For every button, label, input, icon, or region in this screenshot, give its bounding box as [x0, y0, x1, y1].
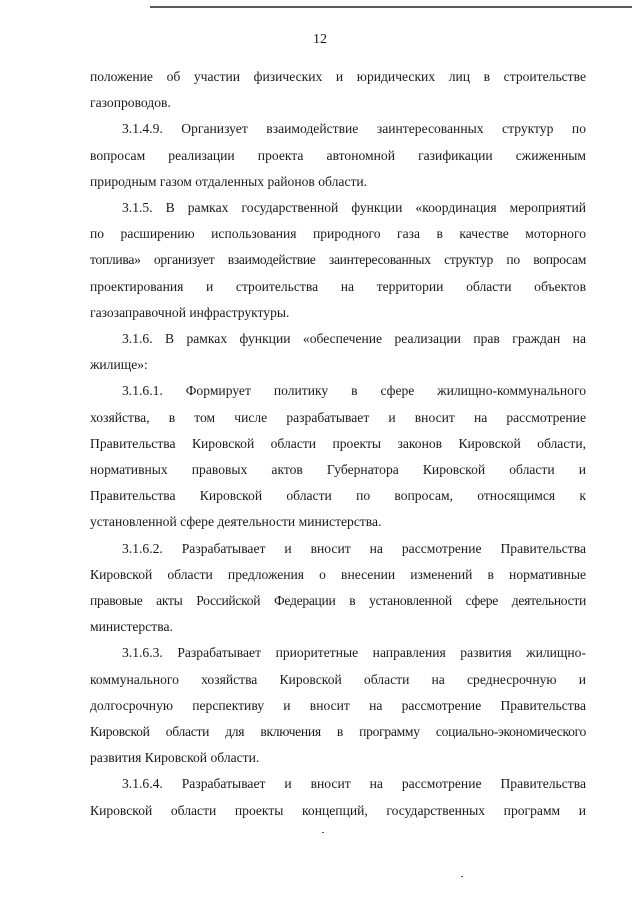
paragraph-3-1-6-2	[90, 536, 586, 641]
document-body	[90, 64, 586, 824]
scan-speck	[461, 876, 463, 877]
text-line: хозяйства, в том числе разрабатывает и вносит на рассмотрение	[90, 409, 586, 425]
text-line: проектирования и строительства на территории области объектов	[90, 278, 586, 294]
paragraph-3-1-6-3	[90, 640, 586, 771]
text-line: Кировской области для включения в программу социально-экономического	[90, 724, 586, 740]
text-line: жилище»:	[90, 357, 148, 373]
text-line: 3.1.5. В рамках государственной функции «координация мероприятий	[122, 200, 586, 216]
scan-edge-line	[150, 6, 632, 8]
text-line: топлива» организует взаимодействие заинтересованных структур по вопросам	[90, 252, 586, 268]
text-line: 3.1.6.1. Формирует политику в сфере жилищно-коммунального	[122, 383, 586, 399]
text-line: природным газом отдаленных районов области.	[90, 173, 368, 189]
text-line: 3.1.6. В рамках функции «обеспечение реализации прав граждан на	[122, 331, 586, 347]
text-line: установленной сфере деятельности министерства.	[90, 514, 382, 530]
scan-speck	[322, 832, 324, 833]
paragraph-3-1-6	[90, 326, 586, 378]
text-line: Правительства Кировской области проекты законов Кировской области,	[90, 435, 586, 451]
text-line: министерства.	[90, 619, 173, 635]
paragraph-3-1-6-4	[90, 771, 586, 823]
text-line: по расширению использования природного газа в качестве моторного	[90, 226, 586, 242]
paragraph-3-1-4-9	[90, 116, 586, 195]
text-line: 3.1.6.2. Разрабатывает и вносит на рассмотрение Правительства	[122, 540, 586, 556]
paragraph-3-1-5	[90, 195, 586, 326]
text-line: вопросам реализации проекта автономной газификации сжиженным	[90, 147, 586, 163]
text-line: нормативных правовых актов Губернатора Кировской области и	[90, 462, 586, 478]
paragraph-continuation	[90, 64, 586, 116]
paragraph-3-1-6-1	[90, 378, 586, 535]
text-line: развития Кировской области.	[90, 750, 260, 766]
text-line: положение об участии физических и юридических лиц в строительстве	[90, 69, 586, 84]
text-line: коммунального хозяйства Кировской области на среднесрочную и	[90, 671, 586, 687]
text-line: 3.1.4.9. Организует взаимодействие заинтересованных структур по	[122, 121, 586, 137]
text-line: долгосрочную перспективу и вносит на рассмотрение Правительства	[90, 697, 586, 713]
text-line: Правительства Кировской области по вопросам, относящимся к	[90, 488, 586, 504]
text-line: 3.1.6.3. Разрабатывает приоритетные направления развития жилищно-	[122, 645, 586, 661]
text-line: 3.1.6.4. Разрабатывает и вносит на рассмотрение Правительства	[122, 776, 586, 792]
text-line: правовые акты Российской Федерации в установленной сфере деятельности	[90, 593, 586, 609]
page-number: 12	[313, 32, 327, 47]
text-line: Кировской области проекты концепций, государственных программ и	[90, 802, 586, 818]
text-line: Кировской области предложения о внесении изменений в нормативные	[90, 566, 586, 582]
text-line: газопроводов.	[90, 95, 171, 111]
text-line: газозаправочной инфраструктуры.	[90, 304, 290, 320]
